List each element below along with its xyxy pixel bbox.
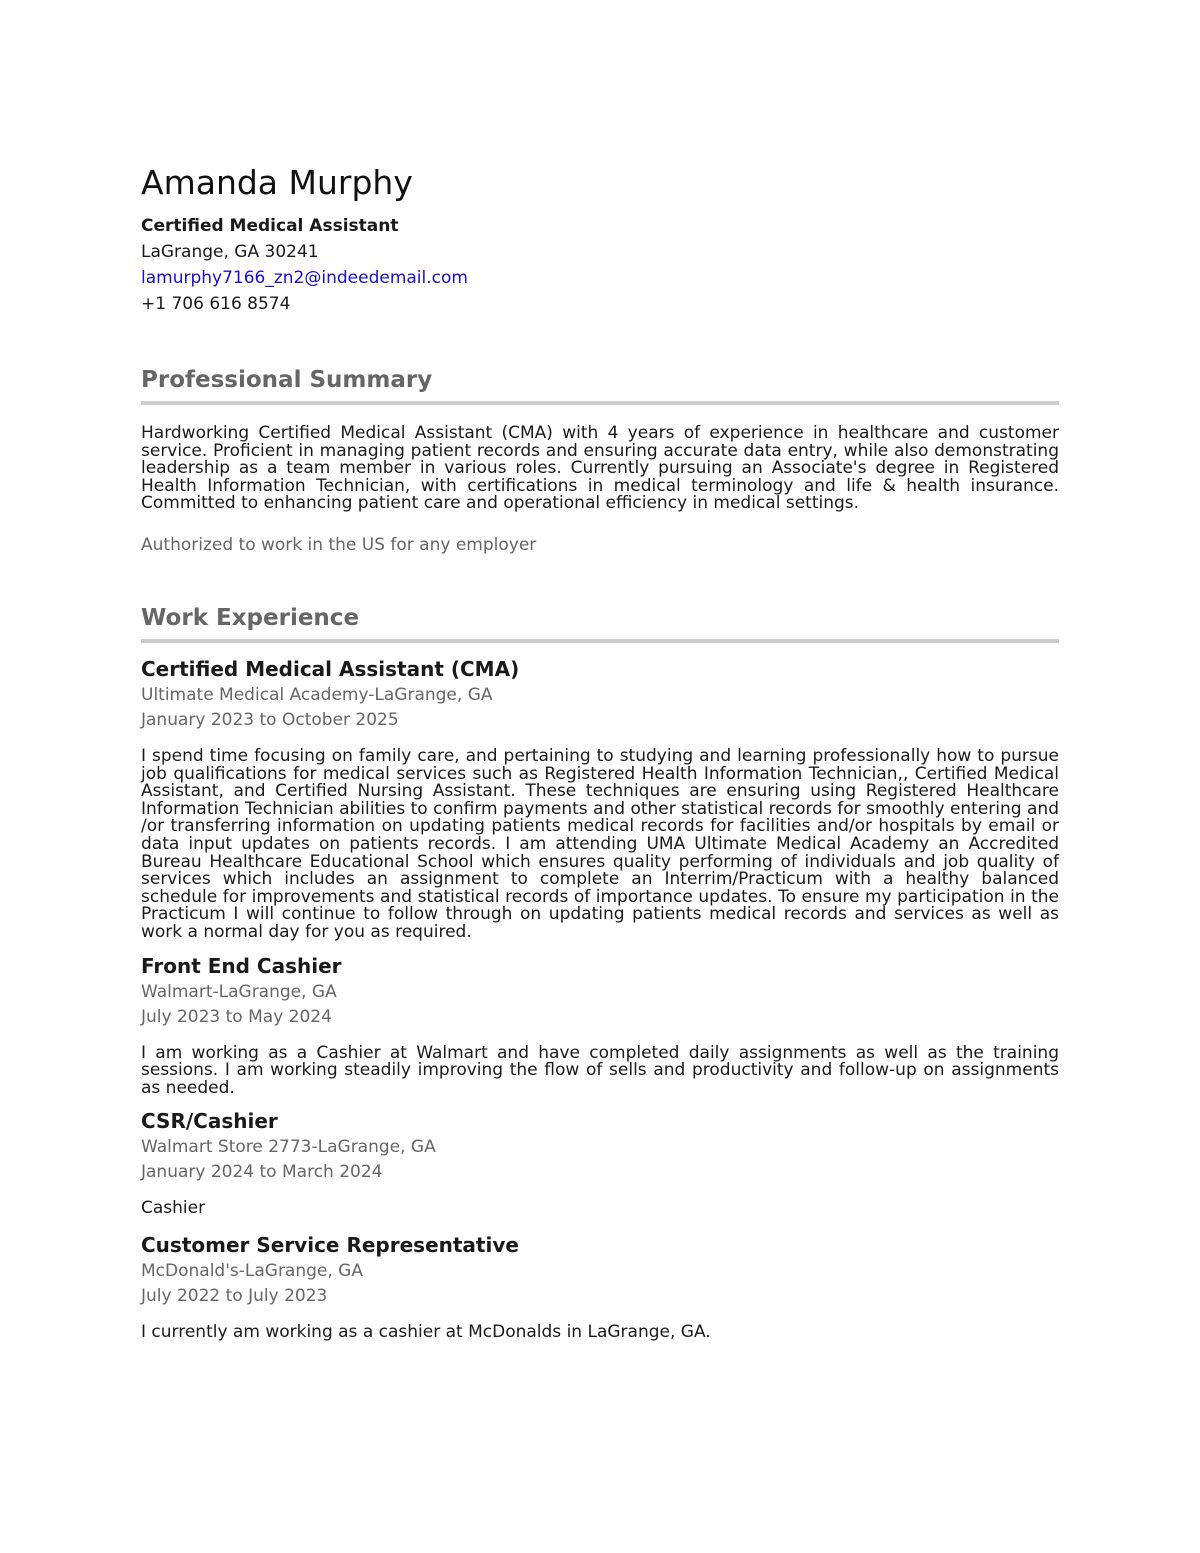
professional-summary-heading: Professional Summary	[141, 365, 1059, 405]
work-authorization: Authorized to work in the US for any employer	[141, 534, 537, 555]
job-title: Customer Service Representative	[141, 1233, 519, 1258]
candidate-phone: +1 706 616 8574	[141, 294, 291, 314]
job-entry	[141, 655, 1059, 942]
job-title: CSR/Cashier	[141, 1109, 278, 1134]
job-dates: January 2023 to October 2025	[141, 709, 399, 730]
job-title: Certified Medical Assistant (CMA)	[141, 656, 520, 681]
job-description: I spend time focusing on family care, and pertaining to studying and learning professionally how to pursue job qualifications for medical services such as Registered Health Information Technician,, Certified Medical Assistant, and Certified Nursing Assistant. These techniques are ensuring using Registered Healthcare Information Technician abilities to confirm payments and other statistical records for smoothly entering and /or transferring information on updating patients medical records for facilities and/or hospitals by email or data input updates on patients records. I am attending UMA Ultimate Medical Academy an Accredited Bureau Healthcare Educational School which ensures quality performing of individuals and job quality of services which includes an assignment to complete an Interrim/Practicum with a healthy balanced schedule for improvements and statistical records of importance updates. To ensure my participation in the Practicum I will continue to follow through on updating patients medical records and services as well as work a normal day for you as required.	[141, 745, 1059, 942]
professional-summary-text: Hardworking Certified Medical Assistant (CMA) with 4 years of experience in healthcare and customer service. Proficient in managing patient records and ensuring accurate data entry, while also demonstrating leadership as a team member in various roles. Currently pursuing an Associate's degree in Registered Health Information Technician, with certifications in medical terminology and life & health insurance. Committed to enhancing patient care and operational efficiency in medical settings.	[141, 423, 1059, 514]
resume-page	[141, 160, 1059, 1345]
job-dates: July 2022 to July 2023	[141, 1286, 328, 1307]
candidate-name: Amanda Murphy	[141, 163, 413, 202]
job-entry	[141, 952, 1059, 1098]
resume-header	[141, 160, 1059, 317]
job-dates: July 2023 to May 2024	[141, 1006, 332, 1027]
job-dates: January 2024 to March 2024	[141, 1162, 383, 1183]
work-experience-section	[141, 603, 1059, 1345]
job-title: Front End Cashier	[141, 953, 342, 978]
job-company: Ultimate Medical Academy-LaGrange, GA	[141, 684, 493, 705]
job-description: I currently am working as a cashier at McDonalds in LaGrange, GA.	[141, 1322, 711, 1343]
candidate-location: LaGrange, GA 30241	[141, 242, 319, 262]
work-experience-heading: Work Experience	[141, 603, 1059, 643]
job-company: Walmart Store 2773-LaGrange, GA	[141, 1137, 436, 1158]
job-entry	[141, 1231, 1059, 1345]
job-description: Cashier	[141, 1198, 206, 1219]
candidate-email-link[interactable]: lamurphy7166_zn2@indeedemail.com	[141, 268, 468, 288]
job-entry	[141, 1107, 1059, 1221]
professional-summary-section	[141, 365, 1059, 558]
candidate-email-line	[141, 265, 1059, 291]
job-company: McDonald's-LaGrange, GA	[141, 1261, 363, 1282]
job-description: I am working as a Cashier at Walmart and have completed daily assignments as well as the training sessions. I am working steadily improving the flow of sells and productivity and follow-up on assignments as needed.	[141, 1042, 1059, 1098]
candidate-headline: Certified Medical Assistant	[141, 216, 399, 236]
job-company: Walmart-LaGrange, GA	[141, 981, 337, 1002]
